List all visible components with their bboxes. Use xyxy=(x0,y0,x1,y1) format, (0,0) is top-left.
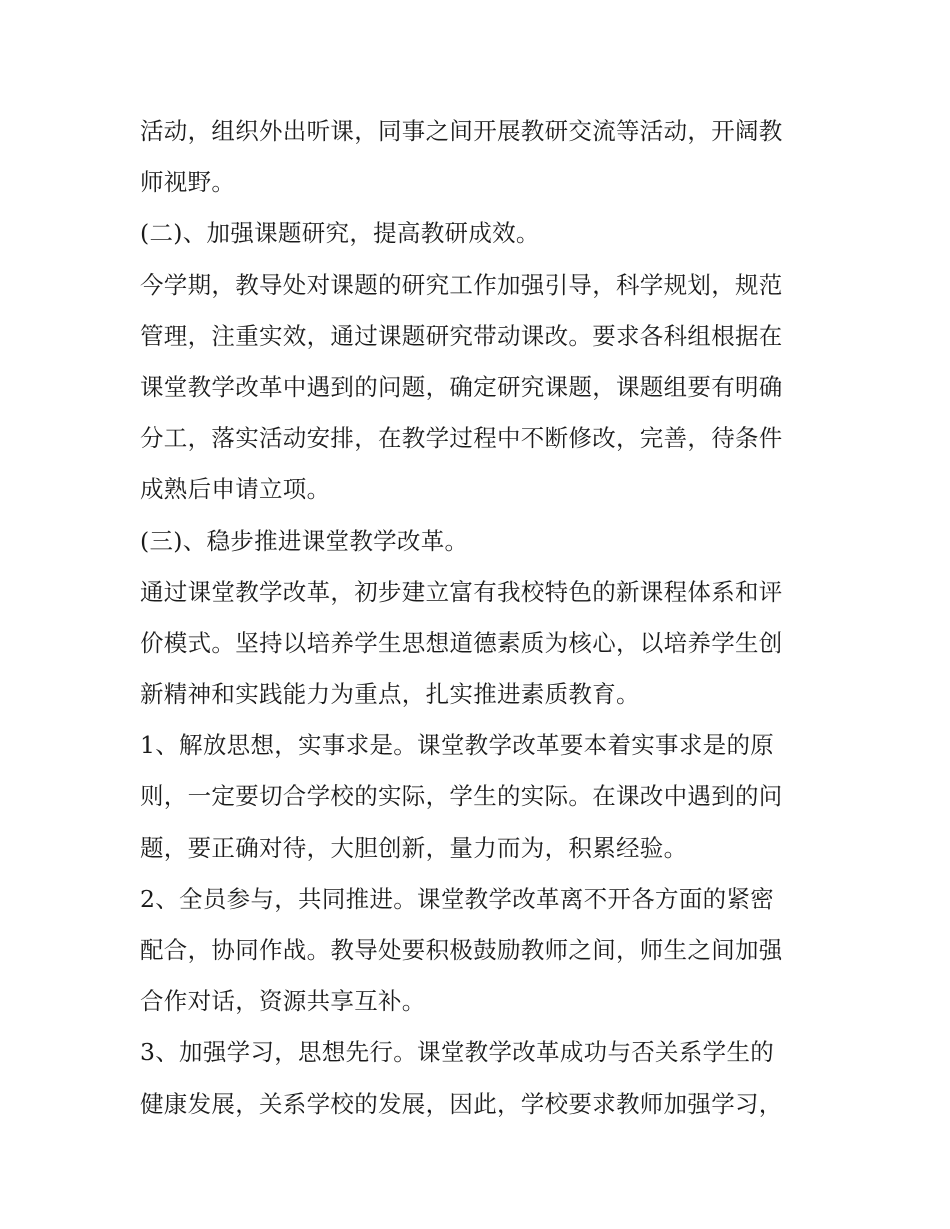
document-body xyxy=(140,106,830,1130)
text-line: 师视野。 xyxy=(140,168,236,197)
text-line: 2、全员参与，共同推进。课堂教学改革离不开各方面的紧密 xyxy=(140,884,775,913)
text-line: 健康发展，关系学校的发展，因此，学校要求教师加强学习， xyxy=(140,1089,783,1118)
text-line: 活动，组织外出听课，同事之间开展教研交流等活动，开阔教 xyxy=(140,117,783,145)
text-line: 课堂教学改革中遇到的问题，确定研究课题，课题组要有明确 xyxy=(140,372,783,401)
text-line: 分工，落实活动安排，在教学过程中不断修改，完善，待条件 xyxy=(140,424,783,453)
text-line: 则，一定要切合学校的实际，学生的实际。在课改中遇到的问 xyxy=(140,782,783,811)
text-line: 3、加强学习，思想先行。课堂教学改革成功与否关系学生的 xyxy=(140,1038,775,1067)
text-line: 合作对话，资源共享互补。 xyxy=(140,987,426,1016)
section-heading: (二)、加强课题研究，提高教研成效。 xyxy=(140,219,540,248)
section-heading: (三)、稳步推进课堂教学改革。 xyxy=(140,526,469,555)
text-line: 1、解放思想，实事求是。课堂教学改革要本着实事求是的原 xyxy=(140,731,775,760)
text-line: 管理，注重实效，通过课题研究带动课改。要求各科组根据在 xyxy=(140,321,783,350)
text-line: 今学期，教导处对课题的研究工作加强引导，科学规划，规范 xyxy=(140,270,783,299)
text-line: 新精神和实践能力为重点，扎实推进素质教育。 xyxy=(140,680,640,709)
text-line: 配合，协同作战。教导处要积极鼓励教师之间，师生之间加强 xyxy=(140,936,783,964)
text-line: 价模式。坚持以培养学生思想道德素质为核心，以培养学生创 xyxy=(140,628,783,657)
text-line: 通过课堂教学改革，初步建立富有我校特色的新课程体系和评 xyxy=(140,577,783,606)
text-line: 成熟后申请立项。 xyxy=(140,475,331,504)
text-line: 题，要正确对待，大胆创新，量力而为，积累经验。 xyxy=(140,833,688,862)
